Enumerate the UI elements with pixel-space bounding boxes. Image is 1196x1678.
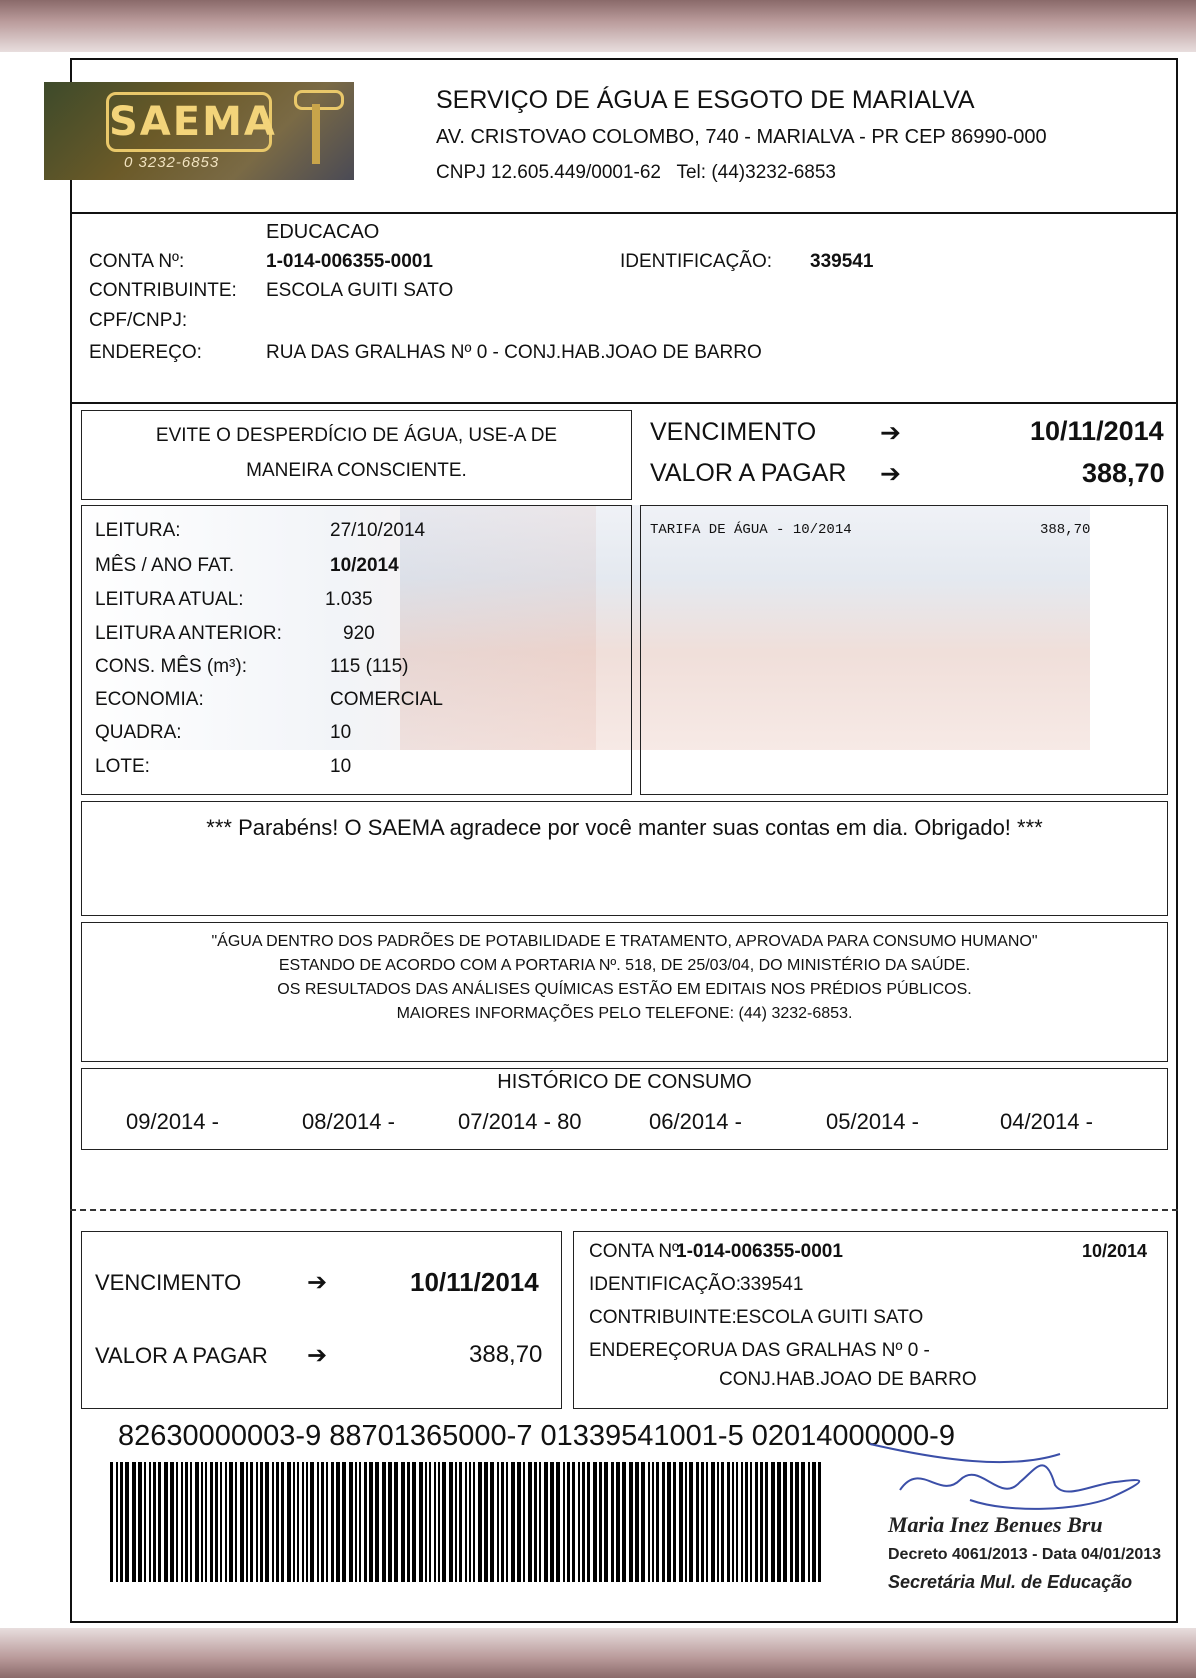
barcode-bar (771, 1462, 775, 1582)
barcode-bar (673, 1462, 676, 1582)
barcode-bar (220, 1462, 222, 1582)
reading-label: LOTE: (95, 756, 150, 777)
barcode-bar (777, 1462, 781, 1582)
reading-label: CONS. MÊS (m³): (95, 656, 247, 677)
barcode-bar (616, 1462, 620, 1582)
signature-stamp (860, 1430, 1180, 1610)
org-name: SERVIÇO DE ÁGUA E ESGOTO DE MARIALVA (436, 86, 975, 114)
reading-value: 920 (343, 623, 375, 644)
barcode-bar (401, 1462, 405, 1582)
history-item: 08/2014 - (302, 1109, 395, 1134)
barcode-bar (465, 1462, 467, 1582)
cut-line (70, 1209, 1178, 1211)
barcode-bar (511, 1462, 515, 1582)
barcode-bar (149, 1462, 151, 1582)
barcode-bar (229, 1462, 233, 1582)
barcode-bar (170, 1462, 174, 1582)
notice-line-1: EVITE O DESPERDÍCIO DE ÁGUA, USE-A DE (155, 425, 558, 446)
contrib-value: ESCOLA GUITI SATO (266, 280, 454, 301)
barcode-bar (506, 1462, 508, 1582)
barcode-bar (425, 1462, 427, 1582)
barcode-bar (201, 1462, 203, 1582)
barcode-bar (317, 1462, 319, 1582)
reading-value: 1.035 (325, 589, 373, 610)
barcode-bar (611, 1462, 614, 1582)
barcode-bar (281, 1462, 284, 1582)
quality-line: OS RESULTADOS DAS ANÁLISES QUÍMICAS ESTÃO EM EDITAIS NOS PRÉDIOS PÚBLICOS. (277, 981, 972, 998)
charges-box (640, 505, 1168, 795)
reading-value: 10/2014 (330, 555, 399, 576)
stub-contrib-label: CONTRIBUINTE: (589, 1307, 737, 1328)
barcode-bar (260, 1462, 263, 1582)
notice-line-2: MANEIRA CONSCIENTE. (246, 460, 467, 481)
logo-wordmark: SAEMA (106, 92, 272, 152)
due-label: VENCIMENTO (650, 418, 817, 446)
barcode-bar (246, 1462, 248, 1582)
barcode-bar (438, 1462, 440, 1582)
barcode-bar (556, 1462, 560, 1582)
barcode-bar (604, 1462, 608, 1582)
signature-decree: Decreto 4061/2013 - Data 04/01/2013 (888, 1546, 1162, 1563)
end-label: ENDEREÇO: (89, 342, 202, 363)
barcode-bar (745, 1462, 748, 1582)
barcode-bar (563, 1462, 565, 1582)
barcode-bar (302, 1462, 304, 1582)
stub-conta-label: CONTA Nº: (589, 1241, 685, 1262)
stub-due-date: 10/11/2014 (410, 1267, 539, 1297)
reading-value: COMERCIAL (330, 689, 443, 710)
logo-phone: 0 3232-6853 (124, 154, 220, 171)
barcode-bar (741, 1462, 743, 1582)
barcode-bar (679, 1462, 683, 1582)
barcode-bar (359, 1462, 361, 1582)
amount-label: VALOR A PAGAR (650, 459, 847, 487)
barcode-bar (321, 1462, 324, 1582)
barcode-bar (544, 1462, 548, 1582)
barcode-bar (235, 1462, 237, 1582)
ident-label: IDENTIFICAÇÃO: (620, 251, 773, 272)
barcode-bar (783, 1462, 787, 1582)
barcode-bar (812, 1462, 816, 1582)
barcode-bar (293, 1462, 295, 1582)
barcode-bar (641, 1462, 645, 1582)
barcode-bar (528, 1462, 532, 1582)
history-title: HISTÓRICO DE CONSUMO (497, 1071, 752, 1093)
amount-value: 388,70 (1082, 458, 1165, 488)
signature-role: Secretária Mul. de Educação (888, 1572, 1133, 1592)
reading-label: LEITURA: (95, 520, 181, 541)
barcode-bar (355, 1462, 357, 1582)
barcode-bar (717, 1462, 719, 1582)
barcode-bar (701, 1462, 704, 1582)
barcode-bar (732, 1462, 734, 1582)
quality-line: MAIORES INFORMAÇÕES PELO TELEFONE: (44) 3232-6853. (396, 1005, 853, 1022)
history-item: 09/2014 - (126, 1109, 219, 1134)
barcode-digits: 82630000003-9 88701365000-7 01339541001-5 02014000000-9 (118, 1420, 955, 1452)
arrow-icon: ➔ (880, 460, 901, 488)
barcode-bar (185, 1462, 188, 1582)
quality-line: "ÁGUA DENTRO DOS PADRÕES DE POTABILIDADE E TRATAMENTO, APROVADA PARA CONSUMO HUMANO" (211, 933, 1038, 950)
conta-value: 1-014-006355-0001 (266, 251, 433, 272)
barcode-bar (473, 1462, 475, 1582)
stub-period: 10/2014 (1082, 1241, 1148, 1261)
stub-contrib-value: ESCOLA GUITI SATO (736, 1307, 924, 1328)
barcode-bar (523, 1462, 525, 1582)
barcode-bar (181, 1462, 183, 1582)
barcode-bar (297, 1462, 299, 1582)
barcode-bar (419, 1462, 423, 1582)
scan-bottom-edge (0, 1628, 1196, 1678)
barcode-bar (116, 1462, 118, 1582)
barcode-bar (635, 1462, 639, 1582)
barcode-bar (210, 1462, 213, 1582)
barcode-bar (490, 1462, 494, 1582)
reading-label: QUADRA: (95, 722, 182, 743)
barcode-bar (225, 1462, 227, 1582)
barcode-bar (685, 1462, 687, 1582)
barcode-bar (240, 1462, 244, 1582)
barcode-bar (501, 1462, 504, 1582)
barcode-bar (578, 1462, 580, 1582)
barcode-bar (572, 1462, 575, 1582)
barcode-bar (818, 1462, 821, 1582)
stub-end-value: RUA DAS GRALHAS Nº 0 - (697, 1340, 930, 1361)
barcode-bar (459, 1462, 462, 1582)
barcode-bar (760, 1462, 763, 1582)
barcode-bar (331, 1462, 334, 1582)
valve-stem-icon (312, 104, 320, 164)
barcode-bar (205, 1462, 207, 1582)
header-divider (70, 212, 1178, 214)
barcode-bar (721, 1462, 724, 1582)
barcode-bar (736, 1462, 738, 1582)
barcode-bar (336, 1462, 340, 1582)
barcode-bar (484, 1462, 488, 1582)
barcode-bar (364, 1462, 367, 1582)
barcode-bar (652, 1462, 654, 1582)
barcode-bar (132, 1462, 136, 1582)
stub-amount-value: 388,70 (469, 1341, 543, 1368)
barcode-bar (250, 1462, 253, 1582)
barcode-bar (310, 1462, 314, 1582)
reading-value: 10 (330, 722, 352, 743)
due-date: 10/11/2014 (1030, 416, 1164, 446)
barcode-bar (349, 1462, 353, 1582)
barcode-bar (755, 1462, 758, 1582)
barcode-bar (442, 1462, 446, 1582)
end-value: RUA DAS GRALHAS Nº 0 - CONJ.HAB.JOAO DE BARRO (266, 342, 762, 363)
barcode-bar (667, 1462, 671, 1582)
barcode-bar (265, 1462, 269, 1582)
cpf-label: CPF/CNPJ: (89, 310, 188, 331)
barcode (110, 1462, 826, 1582)
barcode-bar (158, 1462, 161, 1582)
barcode-bar (539, 1462, 541, 1582)
barcode-bar (629, 1462, 633, 1582)
barcode-bar (517, 1462, 521, 1582)
barcode-bar (750, 1462, 752, 1582)
barcode-bar (696, 1462, 699, 1582)
saema-logo (44, 82, 354, 180)
barcode-bar (582, 1462, 585, 1582)
barcode-bar (110, 1462, 113, 1582)
barcode-bar (765, 1462, 768, 1582)
reading-box (81, 505, 632, 795)
barcode-bar (407, 1462, 410, 1582)
barcode-bar (727, 1462, 730, 1582)
barcode-bar (125, 1462, 129, 1582)
reading-label: ECONOMIA: (95, 689, 204, 710)
barcode-bar (550, 1462, 554, 1582)
barcode-bar (790, 1462, 793, 1582)
barcode-bar (190, 1462, 192, 1582)
barcode-bar (711, 1462, 715, 1582)
reading-value: 10 (330, 756, 352, 777)
barcode-bar (382, 1462, 386, 1582)
barcode-bar (599, 1462, 602, 1582)
reading-label: LEITURA ANTERIOR: (95, 623, 282, 644)
barcode-bar (394, 1462, 398, 1582)
stub-conta-value: 1-014-006355-0001 (676, 1241, 843, 1262)
history-item: 06/2014 - (649, 1109, 742, 1134)
barcode-bar (706, 1462, 708, 1582)
barcode-bar (662, 1462, 665, 1582)
barcode-bar (412, 1462, 416, 1582)
barcode-bar (195, 1462, 199, 1582)
barcode-bar (795, 1462, 799, 1582)
barcode-bar (449, 1462, 453, 1582)
barcode-bar (120, 1462, 123, 1582)
reading-value: 115 (115) (330, 656, 409, 677)
barcode-bar (388, 1462, 392, 1582)
conta-label: CONTA Nº: (89, 251, 185, 272)
charge-amount: 388,70 (1040, 522, 1091, 538)
charge-item: TARIFA DE ÁGUA - 10/2014 (650, 522, 852, 538)
account-category: EDUCACAO (266, 221, 380, 243)
arrow-icon: ➔ (307, 1269, 328, 1296)
barcode-bar (593, 1462, 597, 1582)
barcode-bar (138, 1462, 142, 1582)
org-cnpj-phone: CNPJ 12.605.449/0001-62 Tel: (44)3232-6853 (436, 162, 836, 183)
reading-label: LEITURA ATUAL: (95, 589, 244, 610)
barcode-bar (375, 1462, 379, 1582)
scan-top-edge (0, 0, 1196, 52)
barcode-bar (455, 1462, 457, 1582)
account-divider (70, 402, 1178, 404)
barcode-bar (342, 1462, 346, 1582)
barcode-bar (689, 1462, 693, 1582)
reading-value: 27/10/2014 (330, 520, 426, 541)
barcode-bar (656, 1462, 659, 1582)
barcode-bar (369, 1462, 373, 1582)
barcode-bar (469, 1462, 471, 1582)
stub-end-value-2: CONJ.HAB.JOAO DE BARRO (719, 1369, 977, 1390)
barcode-bar (801, 1462, 805, 1582)
notice-box (81, 410, 632, 500)
barcode-bar (276, 1462, 279, 1582)
org-address: AV. CRISTOVAO COLOMBO, 740 - MARIALVA - PR CEP 86990-000 (436, 126, 1047, 148)
history-item: 05/2014 - (826, 1109, 919, 1134)
barcode-bar (272, 1462, 274, 1582)
arrow-icon: ➔ (880, 419, 901, 447)
barcode-bar (808, 1462, 810, 1582)
barcode-bar (164, 1462, 168, 1582)
barcode-bar (153, 1462, 156, 1582)
barcode-bar (534, 1462, 537, 1582)
barcode-bar (326, 1462, 328, 1582)
barcode-bar (144, 1462, 146, 1582)
arrow-icon: ➔ (307, 1342, 328, 1369)
barcode-bar (497, 1462, 499, 1582)
barcode-bar (434, 1462, 436, 1582)
barcode-bar (176, 1462, 178, 1582)
thanks-message: *** Parabéns! O SAEMA agradece por você manter suas contas em dia. Obrigado! *** (206, 815, 1043, 840)
barcode-bar (215, 1462, 218, 1582)
contrib-label: CONTRIBUINTE: (89, 280, 237, 301)
barcode-bar (478, 1462, 482, 1582)
reading-label: MÊS / ANO FAT. (95, 555, 235, 576)
stub-amount-label: VALOR A PAGAR (95, 1343, 268, 1368)
barcode-bar (429, 1462, 431, 1582)
barcode-bar (287, 1462, 291, 1582)
stub-ident-value: 339541 (740, 1274, 804, 1295)
barcode-bar (256, 1462, 258, 1582)
barcode-bar (648, 1462, 650, 1582)
history-item: 04/2014 - (1000, 1109, 1093, 1134)
stub-due-label: VENCIMENTO (95, 1270, 242, 1295)
barcode-bar (622, 1462, 626, 1582)
signature-name: Maria Inez Benues Bru (888, 1512, 1103, 1537)
ident-value: 339541 (810, 251, 874, 272)
barcode-bar (587, 1462, 590, 1582)
stub-end-label: ENDEREÇO: (589, 1340, 702, 1361)
history-item: 07/2014 - 80 (458, 1109, 582, 1134)
stub-due-box (81, 1231, 562, 1409)
quality-line: ESTANDO DE ACORDO COM A PORTARIA Nº. 518, DE 25/03/04, DO MINISTÉRIO DA SAÚDE. (278, 957, 971, 974)
barcode-bar (567, 1462, 570, 1582)
barcode-bar (306, 1462, 308, 1582)
stub-ident-label: IDENTIFICAÇÃO: (589, 1274, 742, 1295)
